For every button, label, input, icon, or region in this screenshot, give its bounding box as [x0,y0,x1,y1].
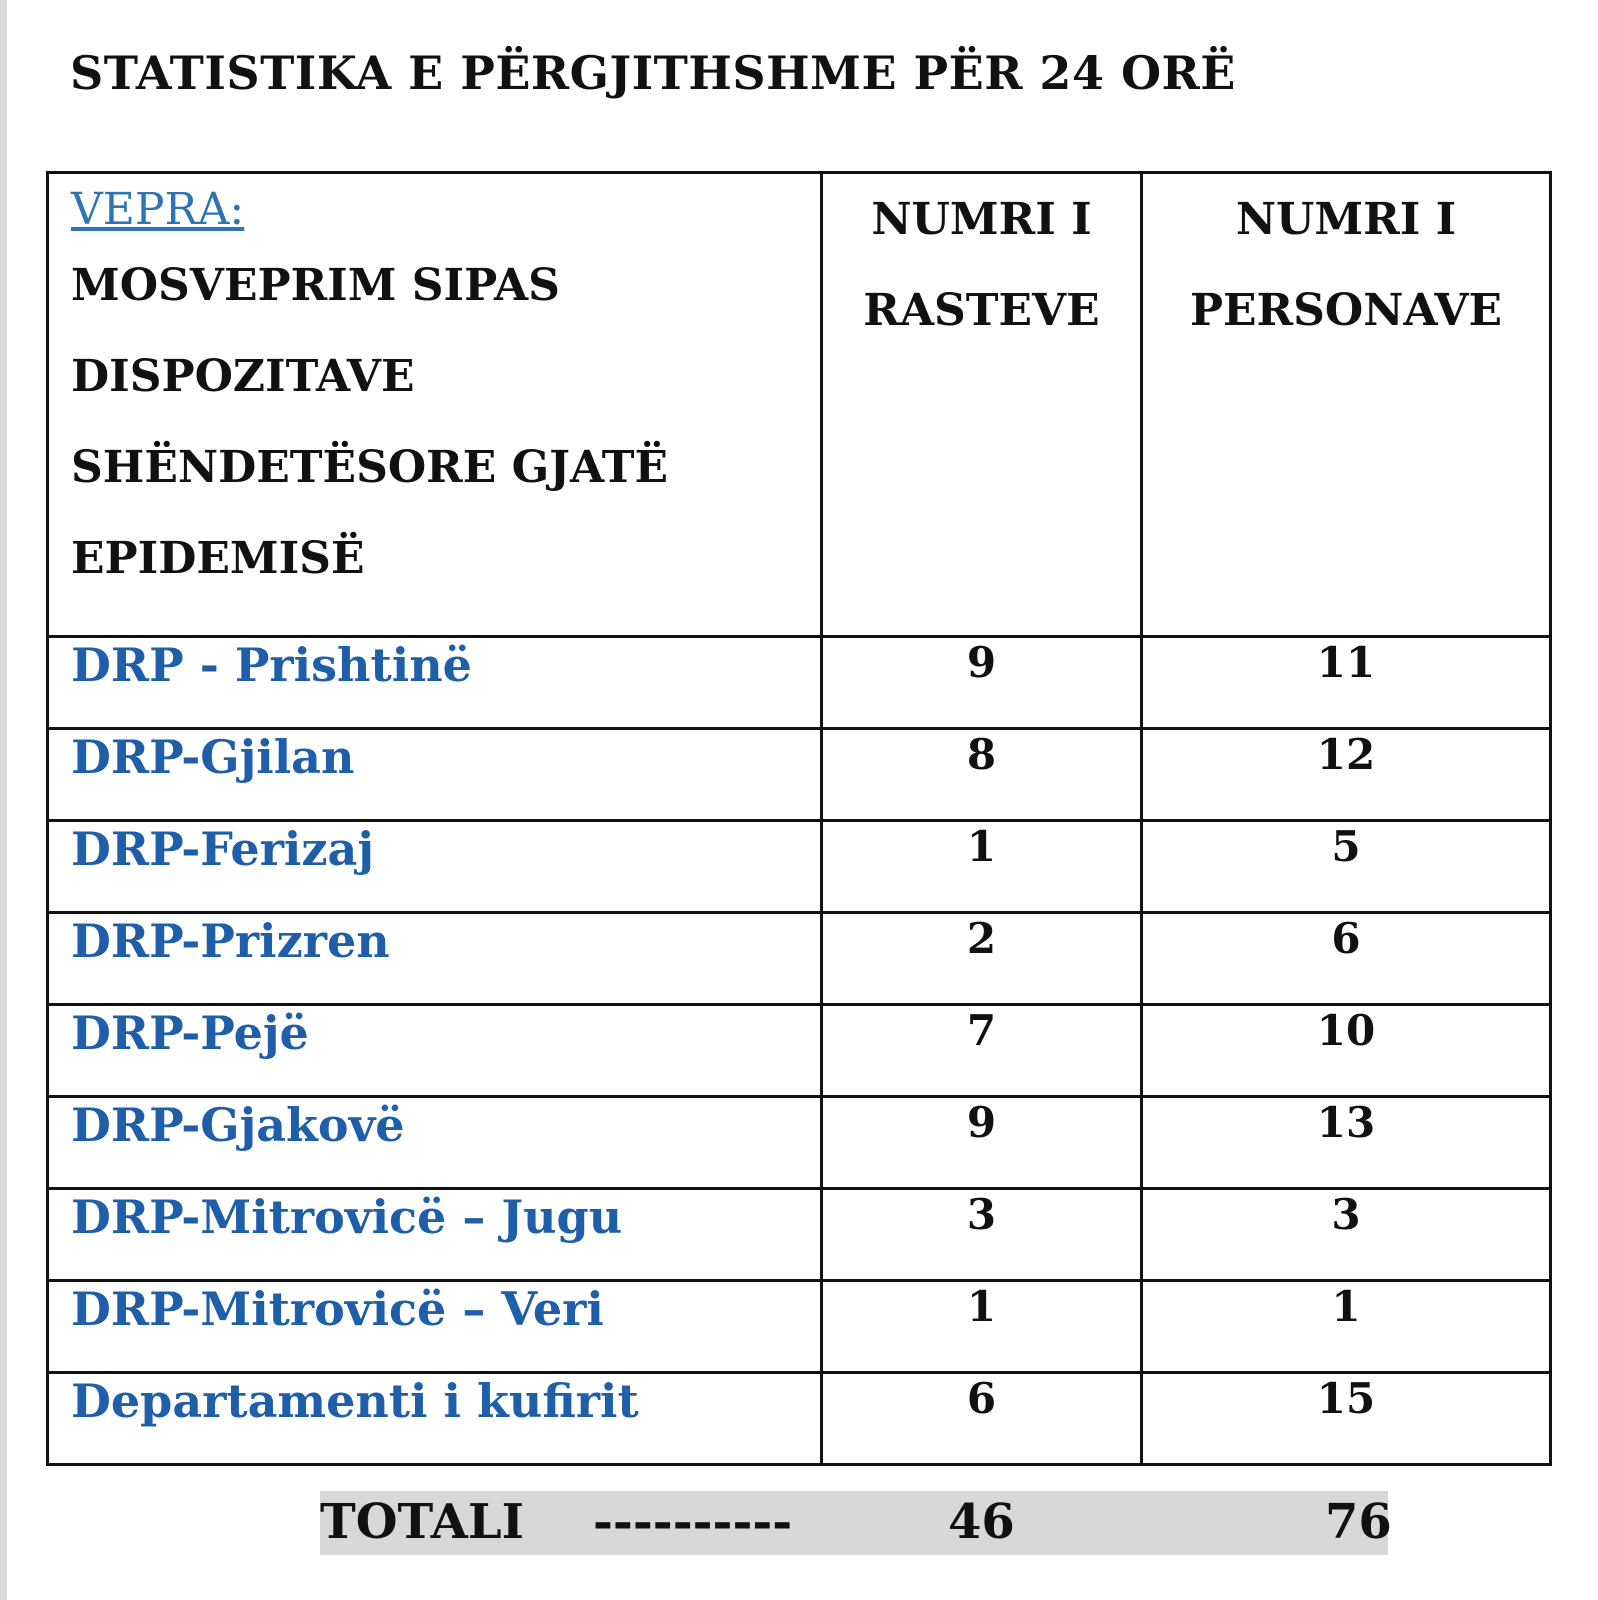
persons-cell: 5 [1142,821,1551,913]
offence-description-line: EPIDEMISË [71,533,365,584]
table-row [48,1373,1551,1465]
cases-cell: 2 [822,913,1142,1005]
offence-header-cell [48,173,822,637]
table-row [48,1189,1551,1281]
column-header-line: PERSONAVE [1189,285,1503,336]
region-cell: DRP-Gjilan [48,729,822,821]
region-cell: DRP-Gjakovë [48,1097,822,1189]
offence-description-line: DISPOZITAVE [71,351,415,402]
cases-cell: 9 [822,1097,1142,1189]
cases-cell: 8 [822,729,1142,821]
cases-cell: 9 [822,637,1142,729]
total-cases: 46 [948,1494,1015,1550]
table-row [48,1281,1551,1373]
table-row [48,1005,1551,1097]
cases-cell: 1 [822,821,1142,913]
region-cell: DRP-Mitrovicë – Veri [48,1281,822,1373]
region-cell: DRP-Pejë [48,1005,822,1097]
persons-cell: 1 [1142,1281,1551,1373]
persons-cell: 13 [1142,1097,1551,1189]
persons-cell: 6 [1142,913,1551,1005]
region-cell: DRP-Prizren [48,913,822,1005]
cases-cell: 3 [822,1189,1142,1281]
column-header-line: NUMRI I [871,194,1092,245]
region-cell: DRP-Ferizaj [48,821,822,913]
persons-column-header [1142,173,1551,637]
table-row [48,1097,1551,1189]
cases-cell: 6 [822,1373,1142,1465]
table-row [48,729,1551,821]
persons-cell: 10 [1142,1005,1551,1097]
statistics-table [46,171,1552,1466]
cases-column-header [822,173,1142,637]
table-header-row [48,173,1551,637]
column-header-line: RASTEVE [863,285,1100,336]
page-title: STATISTIKA E PËRGJITHSHME PËR 24 ORË [70,46,1236,100]
table-row [48,913,1551,1005]
region-cell: Departamenti i kufirit [48,1373,822,1465]
offence-description-line: SHËNDETËSORE GJATË [71,442,669,493]
persons-cell: 15 [1142,1373,1551,1465]
column-header-line: NUMRI I [1235,194,1457,245]
page-edge [0,0,7,1600]
cases-cell: 7 [822,1005,1142,1097]
cases-cell: 1 [822,1281,1142,1373]
offence-description [71,240,820,604]
region-cell: DRP - Prishtinë [48,637,822,729]
offence-description-line: MOSVEPRIM SIPAS [71,260,560,311]
persons-cell: 12 [1142,729,1551,821]
table-row [48,821,1551,913]
total-persons: 76 [1325,1494,1392,1550]
persons-cell: 3 [1142,1189,1551,1281]
region-cell: DRP-Mitrovicë – Jugu [48,1189,822,1281]
persons-cell: 11 [1142,637,1551,729]
total-dashes: ---------- [593,1494,793,1550]
offence-label: VEPRA: [71,184,245,235]
total-label: TOTALI [320,1494,525,1550]
table-row [48,637,1551,729]
